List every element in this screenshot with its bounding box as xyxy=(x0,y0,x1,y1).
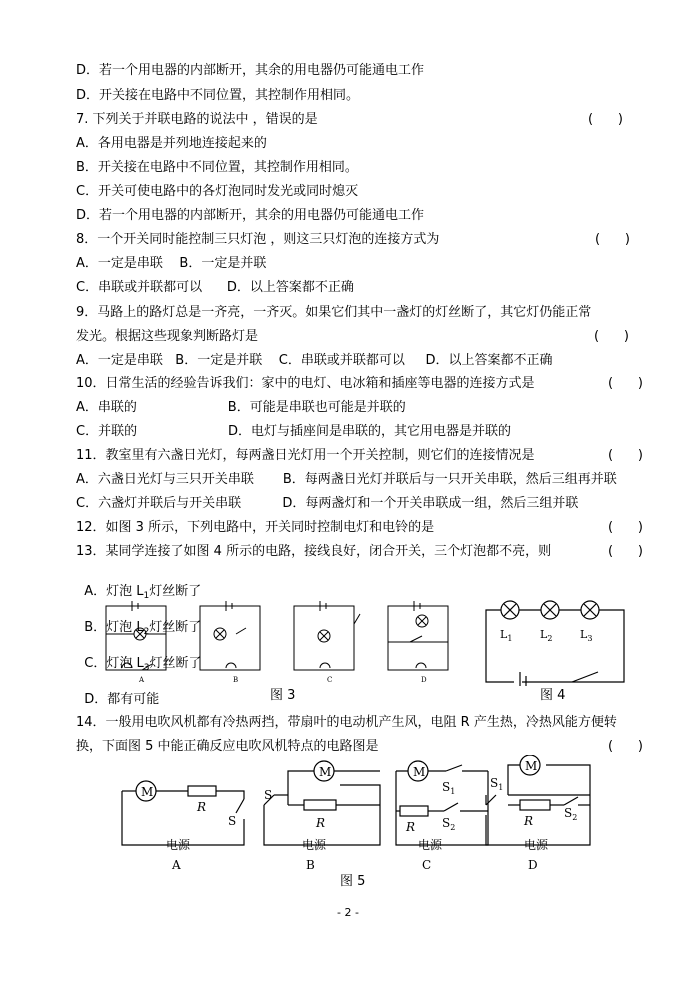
question-9-cont: 发光。根据这些现象判断路灯是 xyxy=(76,329,259,344)
svg-text:R: R xyxy=(524,814,534,828)
svg-text:L2: $L_2$ xyxy=(540,628,553,643)
figure-4-caption: 图 4 xyxy=(540,688,566,703)
option-c: C．开关可使电路中的各灯泡同时发光或同时熄灭 xyxy=(76,184,359,199)
svg-text:A: A xyxy=(139,676,145,684)
circuit-c xyxy=(294,601,360,670)
question-8: 8．一个开关同时能控制三只灯泡 ，则这三只灯泡的连接方式为 xyxy=(76,232,440,247)
svg-text:S2: $S_2$ xyxy=(442,816,456,832)
option-b: B．开关接在电路中不同位置，其控制作用相同。 xyxy=(76,160,358,175)
option-cd: C．串联或并联都可以 D．以上答案都不正确 xyxy=(76,280,354,295)
question-11: 11．教室里有六盏日光灯，每两盏日光灯用一个开关控制，则它们的连接情况是 xyxy=(76,448,535,463)
answer-blank[interactable]: ( ) xyxy=(608,520,643,535)
svg-text:D: D xyxy=(421,676,427,684)
svg-text:C: C xyxy=(327,676,333,684)
svg-text:B: B xyxy=(306,858,315,872)
svg-text:M: M xyxy=(525,759,538,773)
question-13-options: A．灯泡 $L_1$灯丝断了 B．灯泡 $L_2$灯丝断了 C．灯泡 $L_3$灯丝断了 D．都有可能 xyxy=(84,584,202,707)
option-ab: A．一定是串联 B．一定是并联 xyxy=(76,256,267,271)
svg-text:L3: $L_3$ xyxy=(580,628,593,643)
option-cd: C．六盏灯并联后与开关串联 D．每两盏灯和一个开关串联成一组，然后三组并联 xyxy=(76,496,579,511)
figure-5 xyxy=(108,755,608,875)
svg-text:L1: $L_1$ xyxy=(500,628,513,643)
svg-text:S1: $S_1$ xyxy=(490,776,504,792)
svg-text:M: M xyxy=(141,785,154,799)
answer-blank[interactable]: ( ) xyxy=(608,739,643,754)
question-13: 13．某同学连接了如图 4 所示的电路，接线良好，闭合开关，三个灯泡都不亮，则 xyxy=(76,544,552,559)
question-7: 7. 下列关于并联电路的说法中 ，错误的是 xyxy=(76,112,318,127)
svg-text:电源: 电源 xyxy=(418,838,443,852)
answer-blank[interactable]: ( ) xyxy=(608,376,643,391)
svg-text:M: M xyxy=(413,765,426,779)
option-a: A．各用电器是并列地连接起来的 xyxy=(76,136,267,151)
figure-3 xyxy=(100,596,490,686)
svg-text:电源: 电源 xyxy=(302,838,327,852)
figure-5-caption: 图 5 xyxy=(340,874,366,889)
svg-text:S2: $S_2$ xyxy=(564,806,578,822)
question-12: 12．如图 3 所示，下列电路中，开关同时控制电灯和电铃的是 xyxy=(76,520,435,535)
text-line: D．开关接在电路中不同位置，其控制作用相同。 xyxy=(76,88,360,103)
svg-text:A: A xyxy=(172,858,181,872)
text-line: D．若一个用电器的内部断开，其余的用电器仍可能通电工作 xyxy=(76,63,425,78)
svg-text:R: R xyxy=(316,816,326,830)
svg-text:B: B xyxy=(233,676,239,684)
circuit-d xyxy=(388,601,448,670)
option-ab: A．串联的 B．可能是串联也可能是并联的 xyxy=(76,400,406,415)
option-d: D．若一个用电器的内部断开，其余的用电器仍可能通电工作 xyxy=(76,208,425,223)
answer-blank[interactable]: ( ) xyxy=(588,112,623,127)
figure-3-caption: 图 3 xyxy=(270,688,296,703)
circuit-a xyxy=(106,601,166,670)
option-cd: C．并联的 D．电灯与插座间是串联的，其它用电器是并联的 xyxy=(76,424,511,439)
circuit-b xyxy=(200,601,260,670)
svg-text:S1: $S_1$ xyxy=(442,780,456,796)
svg-text:R: R xyxy=(197,800,207,814)
svg-text:D: D xyxy=(528,858,538,872)
question-10: 10．日常生活的经验告诉我们：家中的电灯、电冰箱和插座等电器的连接方式是 xyxy=(76,376,535,391)
dryer-circuit-d xyxy=(486,755,590,845)
answer-blank[interactable]: ( ) xyxy=(608,544,643,559)
page-number: - 2 - xyxy=(337,906,359,919)
question-14: 14．一般用电吹风机都有冷热两挡，带扇叶的电动机产生风，电阻 R 产生热，冷热风能方便转 xyxy=(76,715,617,730)
svg-text:R: R xyxy=(406,820,416,834)
svg-text:S: S xyxy=(228,814,237,828)
svg-text:电源: 电源 xyxy=(166,838,191,852)
question-14-cont: 换，下面图 5 中能正确反应电吹风机特点的电路图是 xyxy=(76,739,379,754)
figure-4 xyxy=(480,596,630,686)
answer-blank[interactable]: ( ) xyxy=(608,448,643,463)
answer-blank[interactable]: ( ) xyxy=(595,232,630,247)
question-9-options: A．一定是串联 B．一定是并联 C．串联或并联都可以 D．以上答案都不正确 xyxy=(76,353,553,368)
svg-text:M: M xyxy=(319,765,332,779)
option-ab: A．六盏日光灯与三只开关串联 B．每两盏日光灯并联后与一只开关串联，然后三组再并联 xyxy=(76,472,617,487)
svg-text:电源: 电源 xyxy=(524,838,549,852)
question-9: 9．马路上的路灯总是一齐亮，一齐灭。如果它们其中一盏灯的灯丝断了，其它灯仍能正常 xyxy=(76,305,592,320)
answer-blank[interactable]: ( ) xyxy=(594,329,629,344)
svg-text:C: C xyxy=(422,858,432,872)
svg-text:S: S xyxy=(264,788,273,802)
